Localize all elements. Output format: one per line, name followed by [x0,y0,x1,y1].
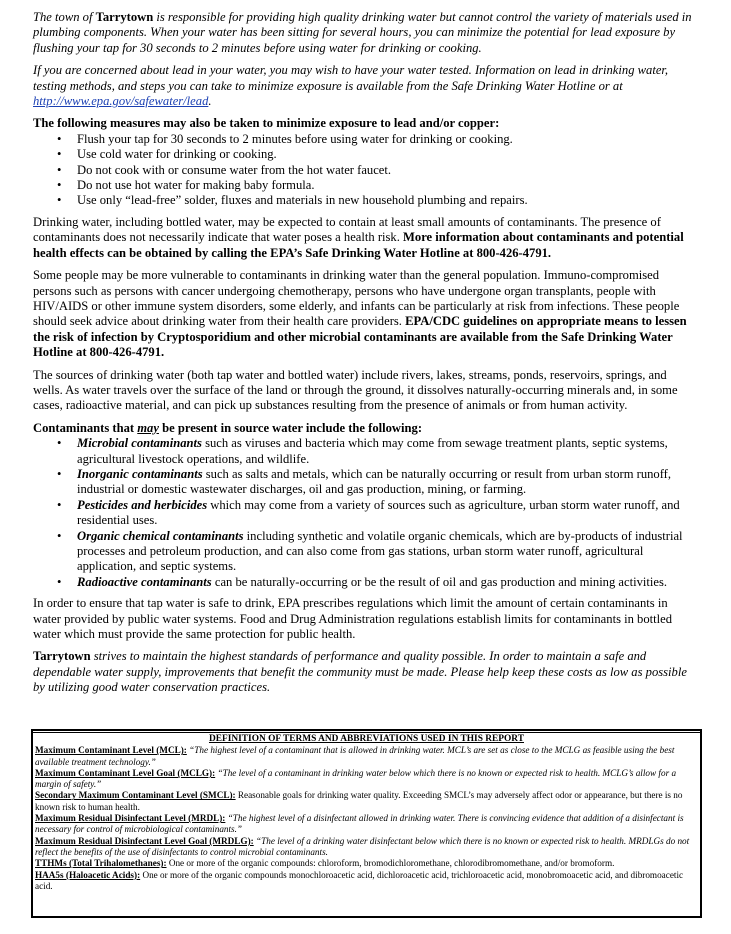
definition-item [35,836,698,859]
source-contaminants-heading [33,421,695,436]
bullet-icon: • [57,466,62,481]
bullet-icon: • [57,178,62,193]
contaminant-description: including synthetic and volatile organic chemicals, which are by-products of industrial processes and petroleum production, and can also come from gas stations, urban storm water runoff, agricultural application, and septic systems. [77,528,683,574]
vulnerable-paragraph [33,268,695,360]
contaminant-description: can be naturally-occurring or be the result of oil and gas production and mining activities. [211,574,668,589]
contaminant-item [33,529,695,575]
measure-item [33,163,695,178]
contaminant-description: such as salts and metals, which can be naturally occurring or result from urban storm runoff, industrial or domestic wastewater discharges, oil and gas production, mining, or farming. [77,466,672,497]
definition-text: “The highest level of a disinfectant allowed in drinking water. There is convincing evidence that addition of a disinfectant is necessary for control of microbiological contaminants.” [35,813,684,835]
contaminant-term: Radioactive contaminants [77,574,212,589]
bullet-icon: • [57,162,62,177]
measure-item [33,193,695,208]
vulnerable-text: Some people may be more vulnerable to contaminants in drinking water than the general population. Immuno-compromised persons such as persons with cancer undergoing chemotherapy, persons who have undergone organ transplants, people with HIV/AIDS or other immune system disorders, some elderly, and infants can be particularly at risk from infections. These people should seek advice about drinking water from their health care providers. [33,268,680,329]
intro-text-pre: The town of [33,10,96,24]
definition-term: HAA5s (Haloacetic Acids): [35,869,141,880]
contaminant-term: Pesticides and herbicides [77,497,208,512]
definition-item [35,790,698,813]
contaminant-term: Inorganic contaminants [77,466,203,481]
definition-text: “The highest level of a contaminant that is allowed in drinking water. MCL’s are set as close to the MCLG as feasible using the best available treatment technology.” [35,745,675,767]
regulations-paragraph: In order to ensure that tap water is safe to drink, EPA prescribes regulations which limit the amount of certain contaminants in water provided by public water systems. Food and Drug Administration regulations establish limits for contaminants in bottled water which must provide the same protection for public health. [33,596,673,642]
document-page [33,10,695,703]
contaminant-item [33,575,695,590]
definition-term: TTHMs (Total Trihalomethanes): [35,858,167,869]
contaminant-term: Organic chemical contaminants [77,528,244,543]
bullet-icon: • [57,131,62,146]
measure-text: Use only “lead-free” solder, fluxes and materials in new household plumbing and repairs. [77,193,528,208]
measure-item [33,147,695,162]
contaminant-description: which may come from a variety of sources such as agriculture, urban storm water runoff, and residential uses. [77,497,680,528]
town-name: Tarrytown [95,10,154,24]
measure-item [33,132,695,147]
epa-lead-link[interactable]: http://www.epa.gov/safewater/lead [33,94,209,109]
lead-testing-paragraph [33,63,695,109]
closing-text: strives to maintain the highest standards of performance and quality possible. In order to maintain a safe and dependable water supply, improvements that benefit the community must be made. Please help keep these costs as low as possible by utilizing good water conservation practices. [33,649,687,695]
definition-term: Maximum Residual Disinfectant Level Goal (MRDLG): [35,835,254,846]
measure-text: Do not cook with or consume water from the hot water faucet. [77,162,392,177]
testing-text-end: . [208,94,212,109]
source-contaminants-list [33,436,695,590]
closing-paragraph [33,649,695,695]
definition-term: Maximum Contaminant Level Goal (MCLG): [35,767,216,778]
definition-text: One or more of the organic compounds monochloroacetic acid, dichloroacetic acid, trichloroacetic acid, monobromoacetic acid, and dibromoacetic acid. [35,869,684,891]
sources-paragraph: The sources of drinking water (both tap water and bottled water) include rivers, lakes, streams, ponds, reservoirs, springs, and wells. As water travels over the surface of the land or through the ground, it dissolves naturally-occurring minerals and, in some cases, radioactive material, and can pick up substances resulting from the presence of animals or from human activity. [33,367,678,413]
contaminant-item [33,498,695,529]
bullet-icon: • [57,497,62,512]
epa-cdc-bold-text: EPA/CDC guidelines on appropriate means to lessen the risk of infection by Cryptosporidium and other microbial contaminants are available from the Safe Drinking Water Hotline at 800-426-4791. [33,314,687,360]
measures-list [33,132,695,209]
closing-town-name: Tarrytown [33,649,91,664]
intro-text-post: is responsible for providing high quality drinking water but cannot control the variety of materials used in plumbing components. When your water has been sitting for several hours, you can minimize the potential for lead exposure by flushing your tap for 30 seconds to 2 minutes before using water for drinking or cooking. [33,10,692,55]
contaminant-term: Microbial contaminants [77,436,202,451]
measure-text: Use cold water for drinking or cooking. [77,147,277,162]
definition-text: “The level of a contaminant in drinking water below which there is no known or expected risk to health. MCLG’s allow for a margin of safety.” [35,767,677,790]
definition-text: One or more of the organic compounds: chloroform, bromodichloromethane, chlorodibromomethane, and/or bromoform. [166,858,615,869]
definition-item [35,813,698,836]
testing-text: If you are concerned about lead in your water, you may wish to have your water tested. Information on lead in drinking water, testing methods, and steps you can take to minimize exposure is available from the Safe Drinking Water Hotline or at [33,63,669,93]
definitions-box [31,729,702,918]
definition-item [35,870,698,893]
measure-text: Do not use hot water for making baby formula. [77,178,315,193]
heading-pre: Contaminants that [33,420,138,435]
hotline-bold-text: More information about contaminants and potential health effects can be obtained by calling the EPA’s Safe Drinking Water Hotline at 800-426-4791. [33,230,684,260]
definition-term: Maximum Contaminant Level (MCL): [35,745,187,756]
measures-heading: The following measures may also be taken to minimize exposure to lead and/or copper: [33,116,500,131]
bullet-icon: • [57,147,62,162]
definition-term: Secondary Maximum Contaminant Level (SMCL): [35,790,236,801]
bullet-icon: • [57,574,62,589]
contaminant-item [33,436,695,467]
contaminant-item [33,467,695,498]
definition-item [35,745,698,768]
definitions-inner-rule [33,732,700,733]
definitions-list [35,745,698,892]
definition-item [35,858,698,869]
bullet-icon: • [57,528,62,543]
contaminant-description: such as viruses and bacteria which may come from sewage treatment plants, septic systems, agricultural livestock operations, and wildlife. [77,436,668,466]
bullet-icon: • [57,436,62,451]
contaminants-text: Drinking water, including bottled water, may be expected to contain at least small amounts of contaminants. The presence of contaminants does not necessarily indicate that water poses a health risk. [33,214,661,245]
definition-term: Maximum Residual Disinfectant Level (MRDL): [35,813,226,824]
measure-text: Flush your tap for 30 seconds to 2 minutes before using water for drinking or cooking. [77,131,513,146]
measure-item [33,178,695,193]
contaminants-paragraph [33,215,695,261]
definitions-title: DEFINITION OF TERMS AND ABBREVIATIONS USED IN THIS REPORT [208,734,524,744]
definition-item [35,768,698,791]
bullet-icon: • [57,193,62,208]
definition-text: “The level of a drinking water disinfectant below which there is no known or expected risk to health. MRDLGs do not reflect the benefits of the use of disinfectants to control microbial contaminants. [35,835,690,857]
definition-text: Reasonable goals for drinking water quality. Exceeding SMCL’s may adversely affect odor or appearance, but there is no known risk to human health. [35,790,683,812]
heading-may: may [137,420,159,435]
lead-intro-paragraph [33,10,695,56]
heading-post: be present in source water include the following: [158,420,423,435]
